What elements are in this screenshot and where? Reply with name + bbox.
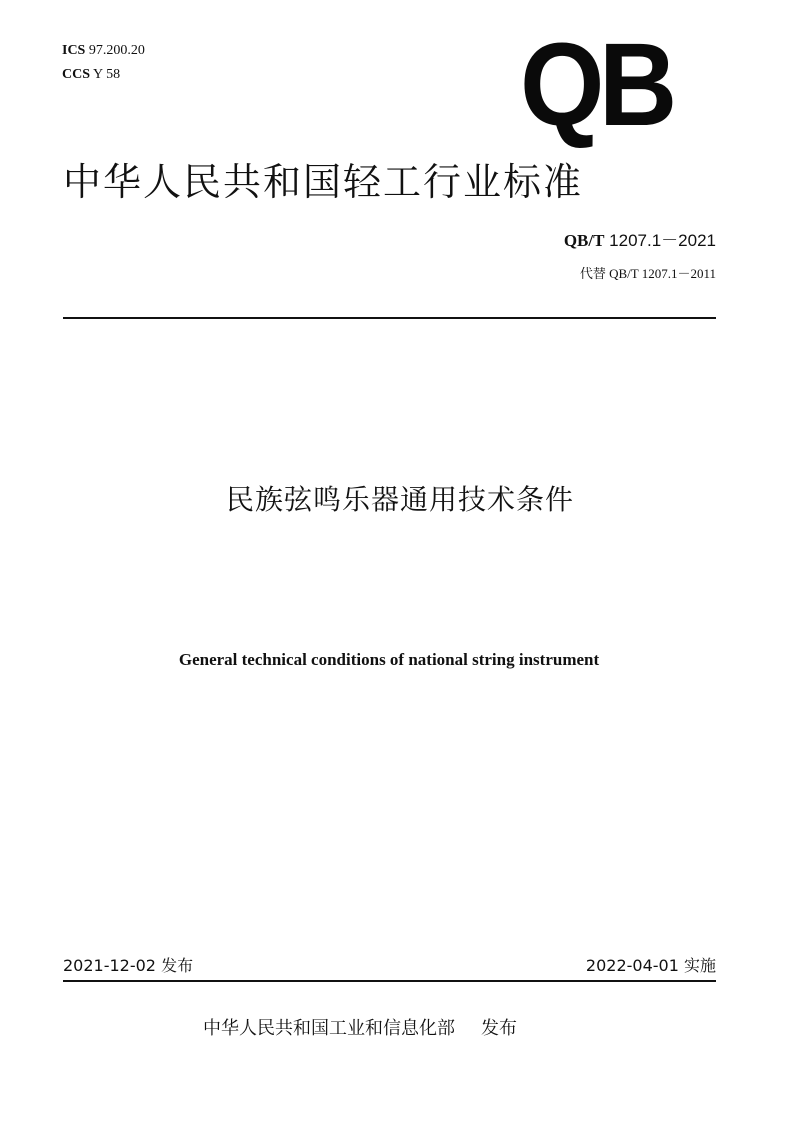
standard-number-prefix: QB/T — [563, 231, 605, 250]
publisher-action: 发布 — [481, 1018, 517, 1039]
implementation-date: 2022-04-01 实施 — [585, 956, 716, 975]
bottom-divider — [63, 980, 716, 982]
ics-label: ICS — [62, 43, 86, 58]
document-title-en: General technical conditions of national string instrument — [178, 650, 600, 669]
publisher — [203, 1016, 517, 1042]
standard-number — [564, 231, 716, 251]
document-title-cn: 民族弦鸣乐器通用技术条件 — [225, 483, 574, 516]
top-divider — [63, 317, 716, 319]
issue-date: 2021-12-02 发布 — [63, 956, 194, 975]
standard-number-value: 1207.1－2021 — [609, 231, 716, 250]
replaces-standard: 代替 QB/T 1207.1－2011 — [579, 266, 716, 281]
qb-logo: QB — [520, 19, 672, 151]
ics-code — [62, 43, 145, 59]
ics-value: 97.200.20 — [88, 43, 145, 58]
publisher-name: 中华人民共和国工业和信息化部 — [203, 1018, 455, 1039]
ccs-label: CCS — [62, 67, 91, 82]
standard-title: 中华人民共和国轻工行业标准 — [63, 160, 584, 204]
ccs-code — [62, 67, 120, 83]
ccs-value: Y 58 — [93, 67, 121, 82]
